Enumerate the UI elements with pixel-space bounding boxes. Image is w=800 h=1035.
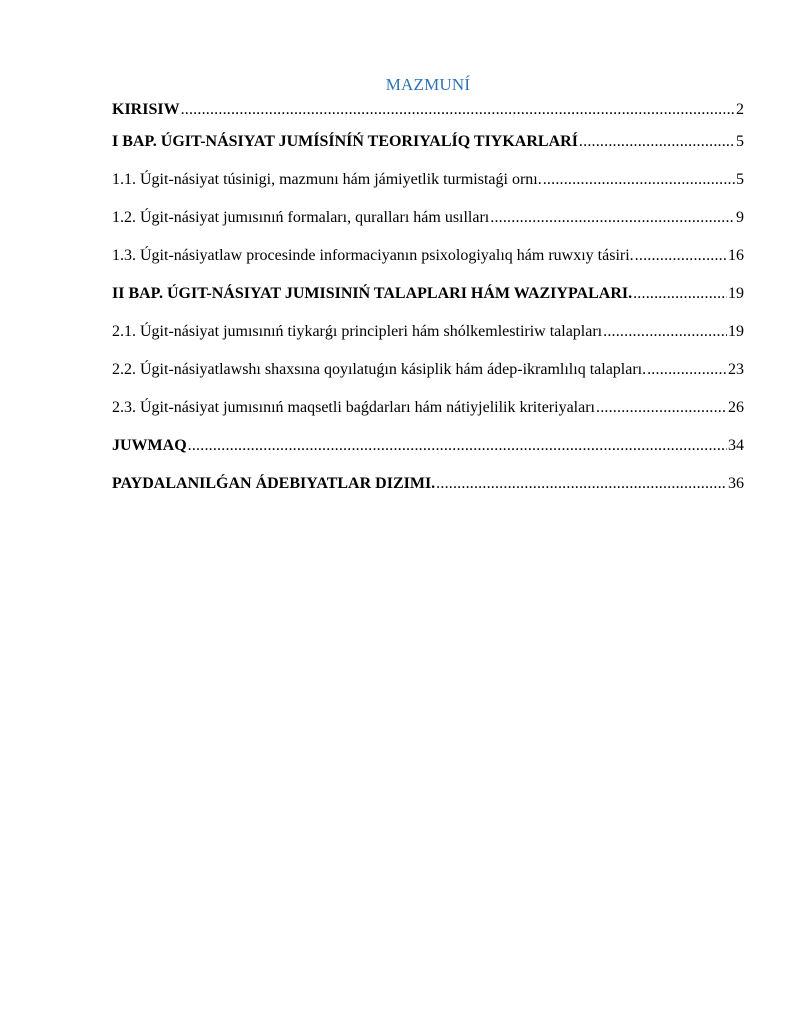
toc-list [112,100,744,512]
toc-entry-page-number: 19 [728,285,744,302]
toc-entry-juwmaq[interactable] [112,436,744,474]
table-of-contents-page [112,70,744,512]
toc-entry-label: I BAP. ÚGIT-NÁSIYAT JUMÍSÍNÍŃ TEORIYALÍQ TIYKARLARÍ [112,133,578,150]
toc-entry-section-2-3[interactable] [112,398,744,436]
dot-leader [490,208,735,228]
toc-entry-label: JUWMAQ [112,437,187,454]
toc-entry-chapter-1[interactable] [112,132,744,170]
toc-entry-page-number: 19 [728,323,744,340]
toc-entry-page-number: 23 [728,361,744,378]
toc-entry-label: 2.3. Úgit-násiyat jumısınıń maqsetli baǵdarları hám nátiyjelilik kriteriyaları [112,399,595,416]
toc-entry-page-number: 16 [728,247,744,264]
toc-entry-section-1-1[interactable] [112,170,744,208]
toc-entry-page-number: 34 [728,437,744,454]
dot-leader [188,436,727,456]
toc-entry-page-number: 36 [728,475,744,492]
dot-leader [596,398,727,418]
toc-entry-bibliography[interactable] [112,474,744,512]
toc-entry-label: II BAP. ÚGIT-NÁSIYAT JUMISINIŃ TALAPLARI HÁM WAZIYPALARI. [112,285,633,302]
dot-leader [603,322,727,342]
toc-entry-section-1-2[interactable] [112,208,744,246]
toc-title: MAZMUNÍ [385,75,471,94]
toc-entry-section-1-3[interactable] [112,246,744,284]
toc-entry-page-number: 2 [736,101,744,118]
toc-entry-label: 1.2. Úgit-násiyat jumısınıń formaları, quralları hám usılları [112,209,490,226]
toc-entry-page-number: 26 [728,399,744,416]
toc-entry-label: 2.2. Úgit-násiyatlawshı shaxsına qoyılatuǵın kásiplik hám ádep-ikramlılıq talapları. [112,361,647,378]
dot-leader [436,474,727,494]
dot-leader [579,132,735,152]
toc-entry-kirisiw[interactable] [112,100,744,132]
toc-entry-page-number: 5 [736,171,744,188]
toc-entry-label: PAYDALANILǴAN ÁDEBIYATLAR DIZIMI. [112,475,436,492]
dot-leader [635,246,727,266]
dot-leader [647,360,727,380]
dot-leader [543,170,735,190]
toc-entry-section-2-2[interactable] [112,360,744,398]
dot-leader [633,284,727,304]
toc-entry-label: 2.1. Úgit-násiyat jumısınıń tiykarǵı principleri hám shólkemlestiriw talapları [112,323,603,340]
toc-entry-label: 1.1. Úgit-násiyat túsinigi, mazmunı hám jámiyetlik turmistaǵi ornı. [112,171,542,188]
toc-entry-chapter-2[interactable] [112,284,744,322]
toc-entry-label: 1.3. Úgit-násiyatlaw procesinde informaciyanın psixologiyalıq hám ruwxıy tásiri. [112,247,634,264]
toc-entry-label: KIRISIW [112,101,180,118]
toc-entry-section-2-1[interactable] [112,322,744,360]
dot-leader [181,100,735,120]
toc-entry-page-number: 9 [736,209,744,226]
toc-entry-page-number: 5 [736,133,744,150]
